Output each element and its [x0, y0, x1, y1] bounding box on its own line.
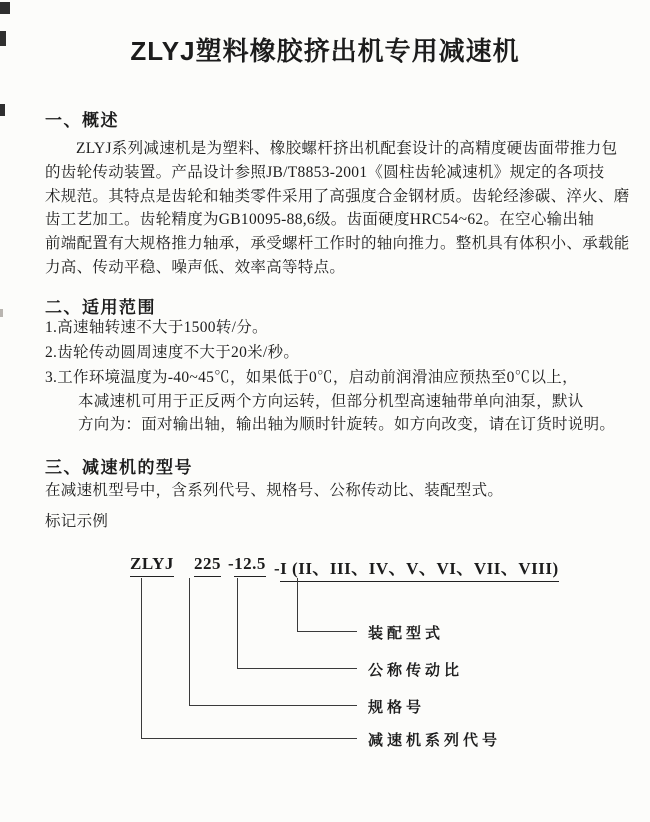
connector-line-series: [141, 578, 142, 738]
paragraph-line: 前端配置有大规格推力轴承，承受螺杆工作时的轴向推力。整机具有体积小、承载能: [45, 235, 630, 252]
connector-leader-spec: [189, 705, 357, 706]
callout-label-series: 减速机系列代号: [368, 733, 502, 749]
callout-label-assembly: 装配型式: [368, 626, 445, 642]
connector-leader-series: [141, 738, 357, 739]
model-code-assembly: -I (II、III、IV、V、VI、VII、VIII): [274, 554, 559, 579]
connector-leader-ratio: [237, 668, 357, 669]
model-description: 在减速机型号中，含系列代号、规格号、公称传动比、装配型式。: [45, 482, 504, 499]
section-heading-overview: 一、概述: [45, 111, 119, 130]
section-heading-model: 三、减速机的型号: [45, 458, 193, 477]
scan-artifact: [0, 2, 10, 14]
model-code-series: ZLYJ: [130, 554, 174, 574]
list-item: 3.工作环境温度为-40~45℃，如果低于0℃，启动前润滑油应预热至0℃以上，: [45, 369, 578, 386]
section-heading-scope: 二、适用范围: [45, 298, 156, 317]
paragraph-line: 齿工艺加工。齿轮精度为GB10095-88,6级。齿面硬度HRC54~62。在空心输出轴: [45, 211, 595, 228]
marking-example-label: 标记示例: [45, 513, 109, 530]
list-item-continuation: 方向为：面对输出轴，输出轴为顺时针旋转。如方向改变，请在订货时说明。: [78, 416, 616, 433]
paragraph-line: 术规范。其特点是齿轮和轴类零件采用了高强度合金钢材质。齿轮经渗碳、淬火、磨: [45, 188, 630, 205]
connector-line-spec: [189, 578, 190, 705]
model-code-ratio: -12.5: [228, 554, 266, 574]
paragraph-line: ZLYJ系列减速机是为塑料、橡胶螺杆挤出机配套设计的高精度硬齿面带推力包: [76, 140, 618, 157]
model-code-spec: 225: [194, 554, 221, 574]
connector-line-ratio: [237, 578, 238, 668]
callout-label-ratio: 公称传动比: [368, 663, 464, 679]
connector-line-assembly: [297, 578, 298, 631]
list-item: 2.齿轮传动圆周速度不大于20米/秒。: [45, 344, 300, 361]
list-item-continuation: 本减速机可用于正反两个方向运转，但部分机型高速轴带单向油泵，默认: [78, 393, 584, 410]
callout-label-spec: 规格号: [368, 700, 426, 716]
list-item: 1.高速轴转速不大于1500转/分。: [45, 319, 268, 336]
page-title: ZLYJ塑料橡胶挤出机专用减速机: [130, 36, 520, 66]
connector-leader-assembly: [297, 631, 357, 632]
scan-artifact: [0, 104, 5, 116]
paragraph-line: 力高、传动平稳、噪声低、效率高等特点。: [45, 259, 346, 276]
paragraph-line: 的齿轮传动装置。产品设计参照JB/T8853-2001《圆柱齿轮减速机》规定的各项技: [45, 164, 605, 181]
scan-artifact: [0, 309, 3, 317]
